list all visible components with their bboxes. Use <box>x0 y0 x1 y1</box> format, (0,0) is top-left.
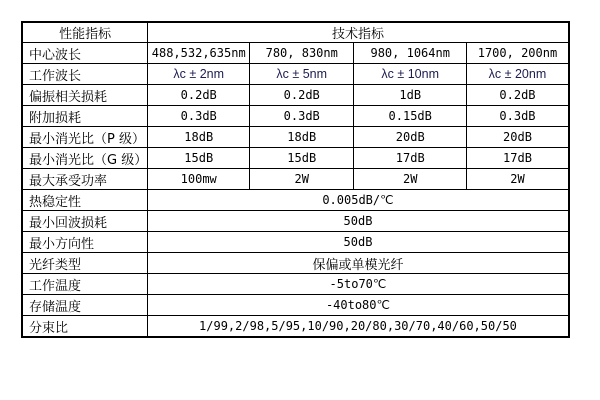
table-row-fiber-type <box>22 253 569 274</box>
spec-value: 1700, 200nm <box>467 43 569 64</box>
table-header-row <box>22 22 569 43</box>
spec-value: 0.3dB <box>148 106 250 127</box>
row-label: 热稳定性 <box>22 190 148 211</box>
table-row-center-wavelength <box>22 43 569 64</box>
spec-value: 50dB <box>148 232 569 253</box>
row-label: 最大承受功率 <box>22 169 148 190</box>
table-row-split-ratio <box>22 316 569 338</box>
row-label: 附加损耗 <box>22 106 148 127</box>
spec-value: 0.3dB <box>250 106 354 127</box>
row-label: 中心波长 <box>22 43 148 64</box>
spec-value: -5to70℃ <box>148 274 569 295</box>
row-label: 存储温度 <box>22 295 148 316</box>
spec-value: 18dB <box>148 127 250 148</box>
spec-value: -40to80℃ <box>148 295 569 316</box>
table-row-storage-temp <box>22 295 569 316</box>
spec-value: 0.3dB <box>467 106 569 127</box>
spec-value: 2W <box>467 169 569 190</box>
table-row-working-wavelength <box>22 64 569 85</box>
spec-table <box>21 21 570 338</box>
spec-value: 2W <box>250 169 354 190</box>
spec-value: 50dB <box>148 211 569 232</box>
spec-value: 100mw <box>148 169 250 190</box>
spec-value: 0.2dB <box>148 85 250 106</box>
column-header-performance: 性能指标 <box>22 22 148 43</box>
spec-value: λc ± 20nm <box>467 64 569 85</box>
row-label: 最小消光比（P 级） <box>22 127 148 148</box>
row-label: 最小消光比（G 级） <box>22 148 148 169</box>
spec-value: λc ± 5nm <box>250 64 354 85</box>
spec-value: 18dB <box>250 127 354 148</box>
spec-value: 17dB <box>354 148 467 169</box>
spec-value: 0.2dB <box>467 85 569 106</box>
spec-value: 488,532,635nm <box>148 43 250 64</box>
spec-value: 15dB <box>148 148 250 169</box>
table-row-thermal-stability <box>22 190 569 211</box>
spec-value: 0.005dB/℃ <box>148 190 569 211</box>
spec-value: 15dB <box>250 148 354 169</box>
table-row-operating-temp <box>22 274 569 295</box>
table-row-pdl <box>22 85 569 106</box>
row-label: 工作波长 <box>22 64 148 85</box>
row-label: 光纤类型 <box>22 253 148 274</box>
spec-value: 0.2dB <box>250 85 354 106</box>
spec-value: 980, 1064nm <box>354 43 467 64</box>
table-row-return-loss <box>22 211 569 232</box>
spec-value: 20dB <box>467 127 569 148</box>
spec-value: 20dB <box>354 127 467 148</box>
spec-value: 780, 830nm <box>250 43 354 64</box>
spec-value: 2W <box>354 169 467 190</box>
table-row-directivity <box>22 232 569 253</box>
table-row-extinction-p <box>22 127 569 148</box>
row-label: 最小方向性 <box>22 232 148 253</box>
row-label: 偏振相关损耗 <box>22 85 148 106</box>
table-row-extinction-g <box>22 148 569 169</box>
row-label: 最小回波损耗 <box>22 211 148 232</box>
spec-value: 1/99,2/98,5/95,10/90,20/80,30/70,40/60,50/50 <box>148 316 569 338</box>
column-header-technical: 技术指标 <box>148 22 569 43</box>
spec-value: 保偏或单模光纤 <box>148 253 569 274</box>
spec-value: 0.15dB <box>354 106 467 127</box>
row-label: 工作温度 <box>22 274 148 295</box>
row-label: 分束比 <box>22 316 148 338</box>
table-row-max-power <box>22 169 569 190</box>
spec-value: 17dB <box>467 148 569 169</box>
spec-value: λc ± 10nm <box>354 64 467 85</box>
table-row-excess-loss <box>22 106 569 127</box>
spec-value: 1dB <box>354 85 467 106</box>
spec-value: λc ± 2nm <box>148 64 250 85</box>
